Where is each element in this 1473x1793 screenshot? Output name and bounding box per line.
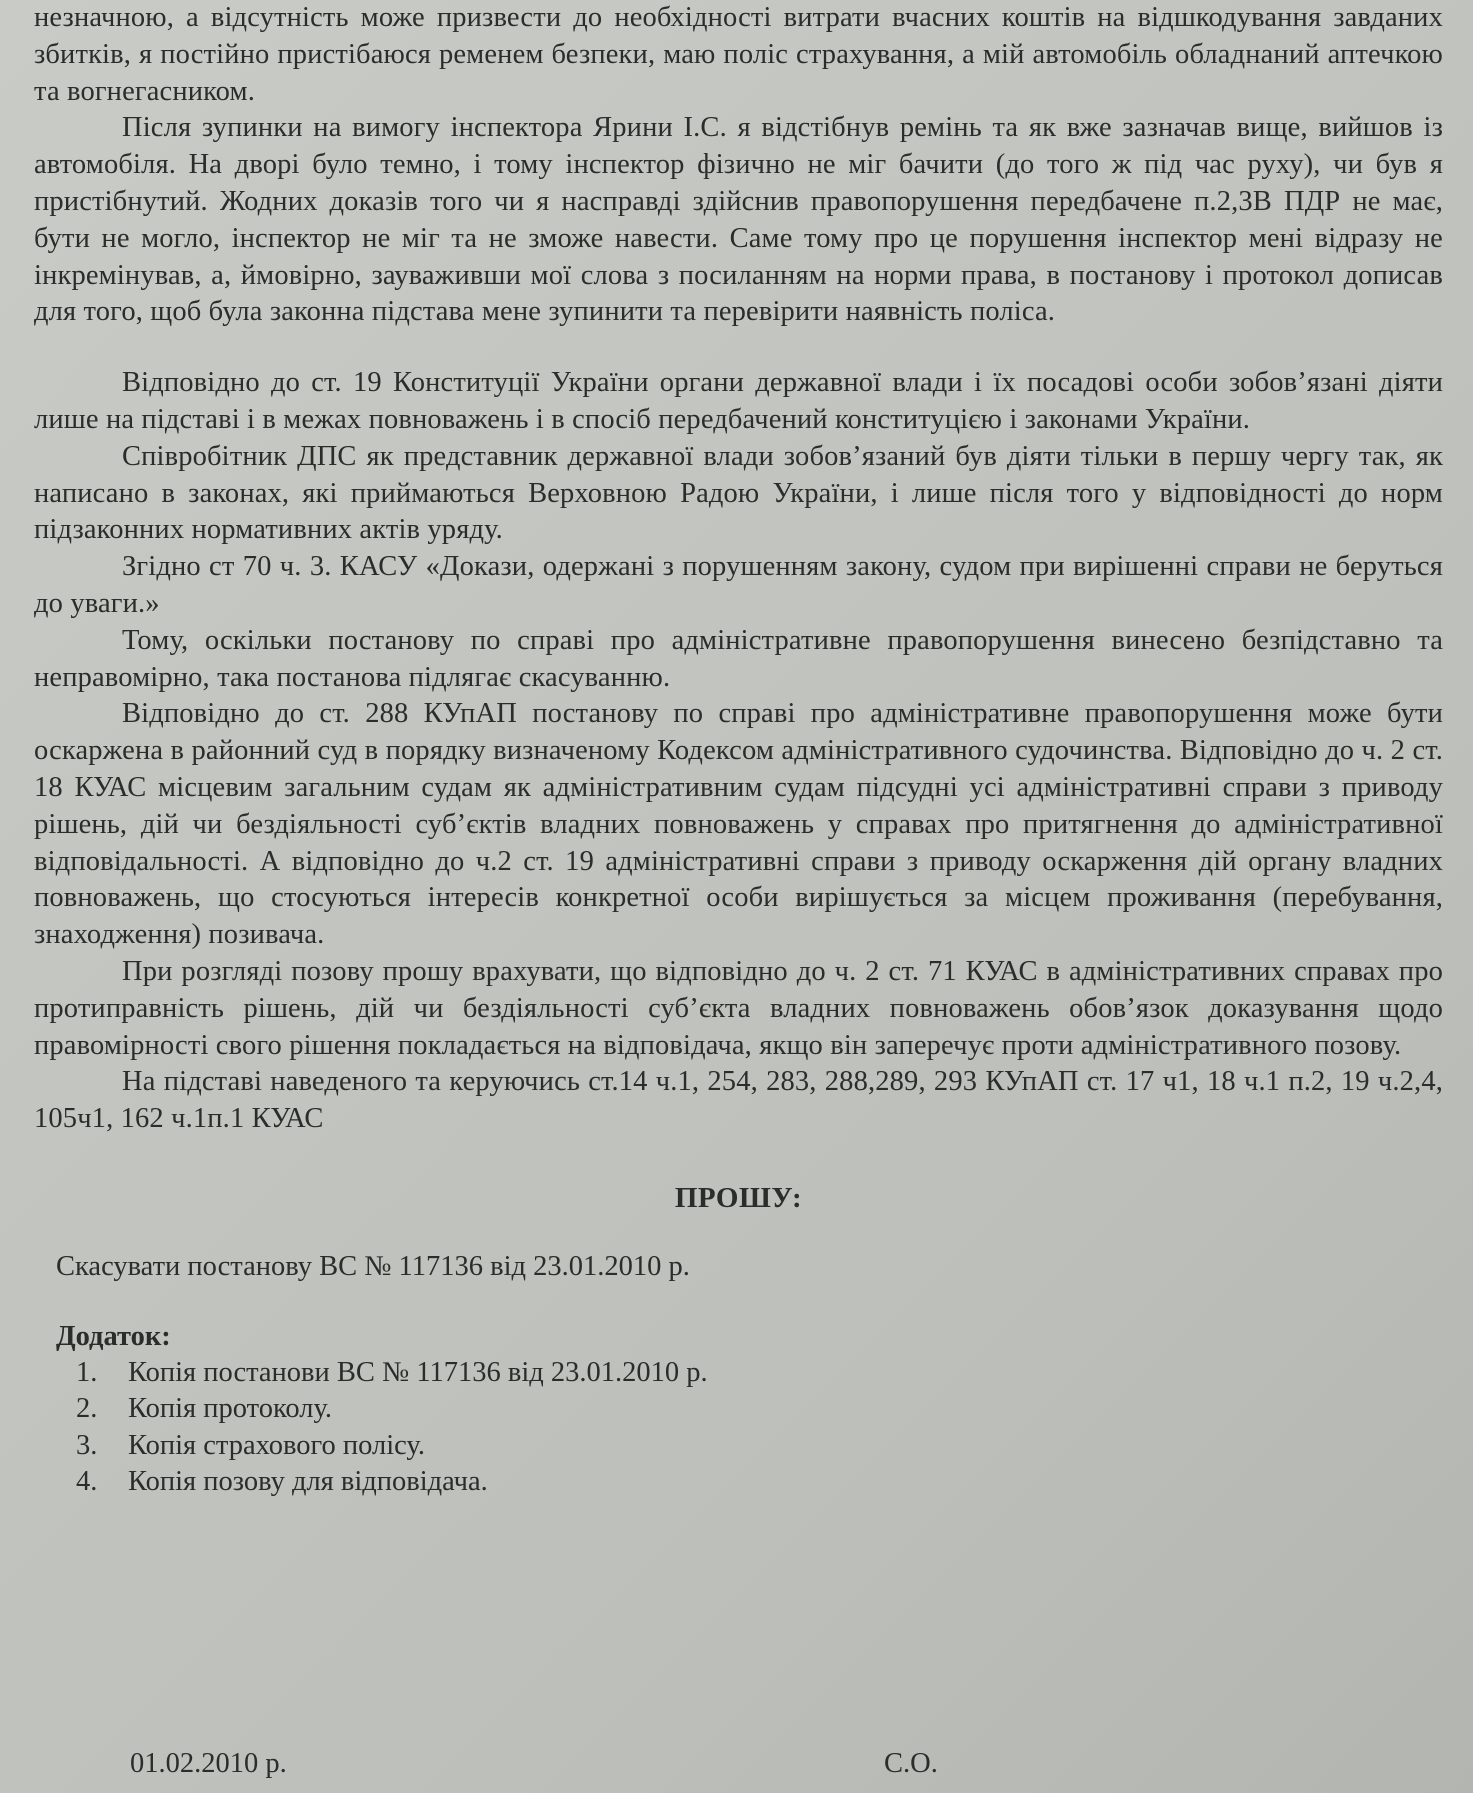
attachment-text: Копія протоколу. xyxy=(128,1393,332,1425)
request-heading: ПРОШУ: xyxy=(674,1181,803,1214)
request-text: Скасувати постанову ВС № 117136 від 23.01.2010 р. xyxy=(56,1250,690,1282)
attachment-text: Копія постанови ВС № 117136 від 23.01.2010 р. xyxy=(128,1356,708,1388)
attachment-text: Копія позову для відповідача. xyxy=(128,1466,488,1498)
signature-initials: С.О. xyxy=(884,1748,938,1779)
attachment-item xyxy=(34,1355,1443,1392)
paragraph-legal-basis: На підставі наведеного та керуючись ст.14 ч.1, 254, 283, 288,289, 293 КУпАП ст. 17 ч1, 18 ч.1 п.2, 19 ч.2,4, 105ч1, 162 ч.1п.1 КУАС xyxy=(34,1066,1443,1135)
attachment-item xyxy=(34,1464,1443,1501)
attachment-number: 1. xyxy=(76,1356,98,1388)
paragraph-constitution: Відповідно до ст. 19 Конституції України органи державної влади і їх посадові особи зобов’язані діяти лише на підставі і в межах повноважень і в спосіб передбачений конституцією і законами України. xyxy=(34,367,1443,435)
attachment-item xyxy=(34,1391,1443,1428)
attachment-number: 2. xyxy=(76,1393,98,1425)
attachments-heading: Додаток: xyxy=(56,1320,171,1352)
paragraph-burden-of-proof: При розгляді позову прошу врахувати, що відповідно до ч. 2 ст. 71 КУАС в адміністративних справах про протиправність рішень, дій чи бездіяльності суб’єкта владних повноважень обов’язок доказування щодо правомірності свого рішення покладається на відповідача, якщо він заперечує проти адміністративного позову. xyxy=(34,955,1443,1061)
paragraph-dps-officer: Співробітник ДПС як представник державної влади зобов’язаний був діяти тільки в першу чергу так, як написано в законах, які приймаються Верховною Радою України, і лише після того у відповідності до норм підзаконних нормативних актів уряду. xyxy=(34,440,1443,546)
document-date: 01.02.2010 р. xyxy=(130,1748,287,1779)
attachment-number: 4. xyxy=(76,1466,98,1498)
paragraph-therefore: Тому, оскільки постанову по справі про адміністративне правопорушення винесено безпідставно та неправомірно, така постанова підлягає скасуванню. xyxy=(34,624,1443,693)
paragraph-inspector-stop: Після зупинки на вимогу інспектора Ярини І.С. я відстібнув ремінь та як вже зазначав вище, вийшов із автомобіля. На дворі було темно, і тому інспектор фізично не міг бачити (до того ж під час руху), чи був я пристібнутий. Жодних доказів того чи я насправді здійснив правопорушення передбачене п.2,3В ПДР не має, бути не могло, інспектор не міг та не зможе навести. Саме тому про це порушення інспектор мені відразу не інкремінував, а, ймовірно, зауваживши мої слова з посиланням на норми права, в постанову і протокол дописав для того, щоб була законна підстава мене зупинити та перевірити наявність поліса. xyxy=(34,112,1443,328)
attachment-number: 3. xyxy=(76,1429,98,1461)
paragraph-continuation: незначною, а відсутність може призвести до необхідності витрати вчасних коштів на відшкодування завданих збитків, я постійно пристібаюся ременем безпеки, маю поліс страхування, а мій автомобіль обладнаний аптечкою та вогнегасником. xyxy=(34,2,1443,107)
paragraph-jurisdiction: Відповідно до ст. 288 КУпАП постанову по справі про адміністративне правопорушення може бути оскаржена в районний суд в порядку визначеному Кодексом адміністративного судочинства. Відповідно до ч. 2 ст. 18 КУАС місцевим загальним судам як адміністративним судам підсудні усі адміністративні справи з приводу рішень, дій чи бездіяльності суб’єктів владних повноважень у справах про притягнення до адміністративної відповідальності. А відповідно до ч.2 ст. 19 адміністративні справи з приводу оскарження дій органу владних повноважень, що стосуються інтересів конкретної особи вирішується за місцем проживання (перебування, знаходження) позивача. xyxy=(34,698,1443,951)
attachments-list xyxy=(34,1355,1443,1501)
attachment-text: Копія страхового полісу. xyxy=(128,1429,425,1461)
attachment-item xyxy=(34,1428,1443,1465)
paragraph-evidence: Згідно ст 70 ч. 3. КАСУ «Докази, одержані з порушенням закону, судом при вирішенні справи не беруться до уваги.» xyxy=(34,551,1443,619)
